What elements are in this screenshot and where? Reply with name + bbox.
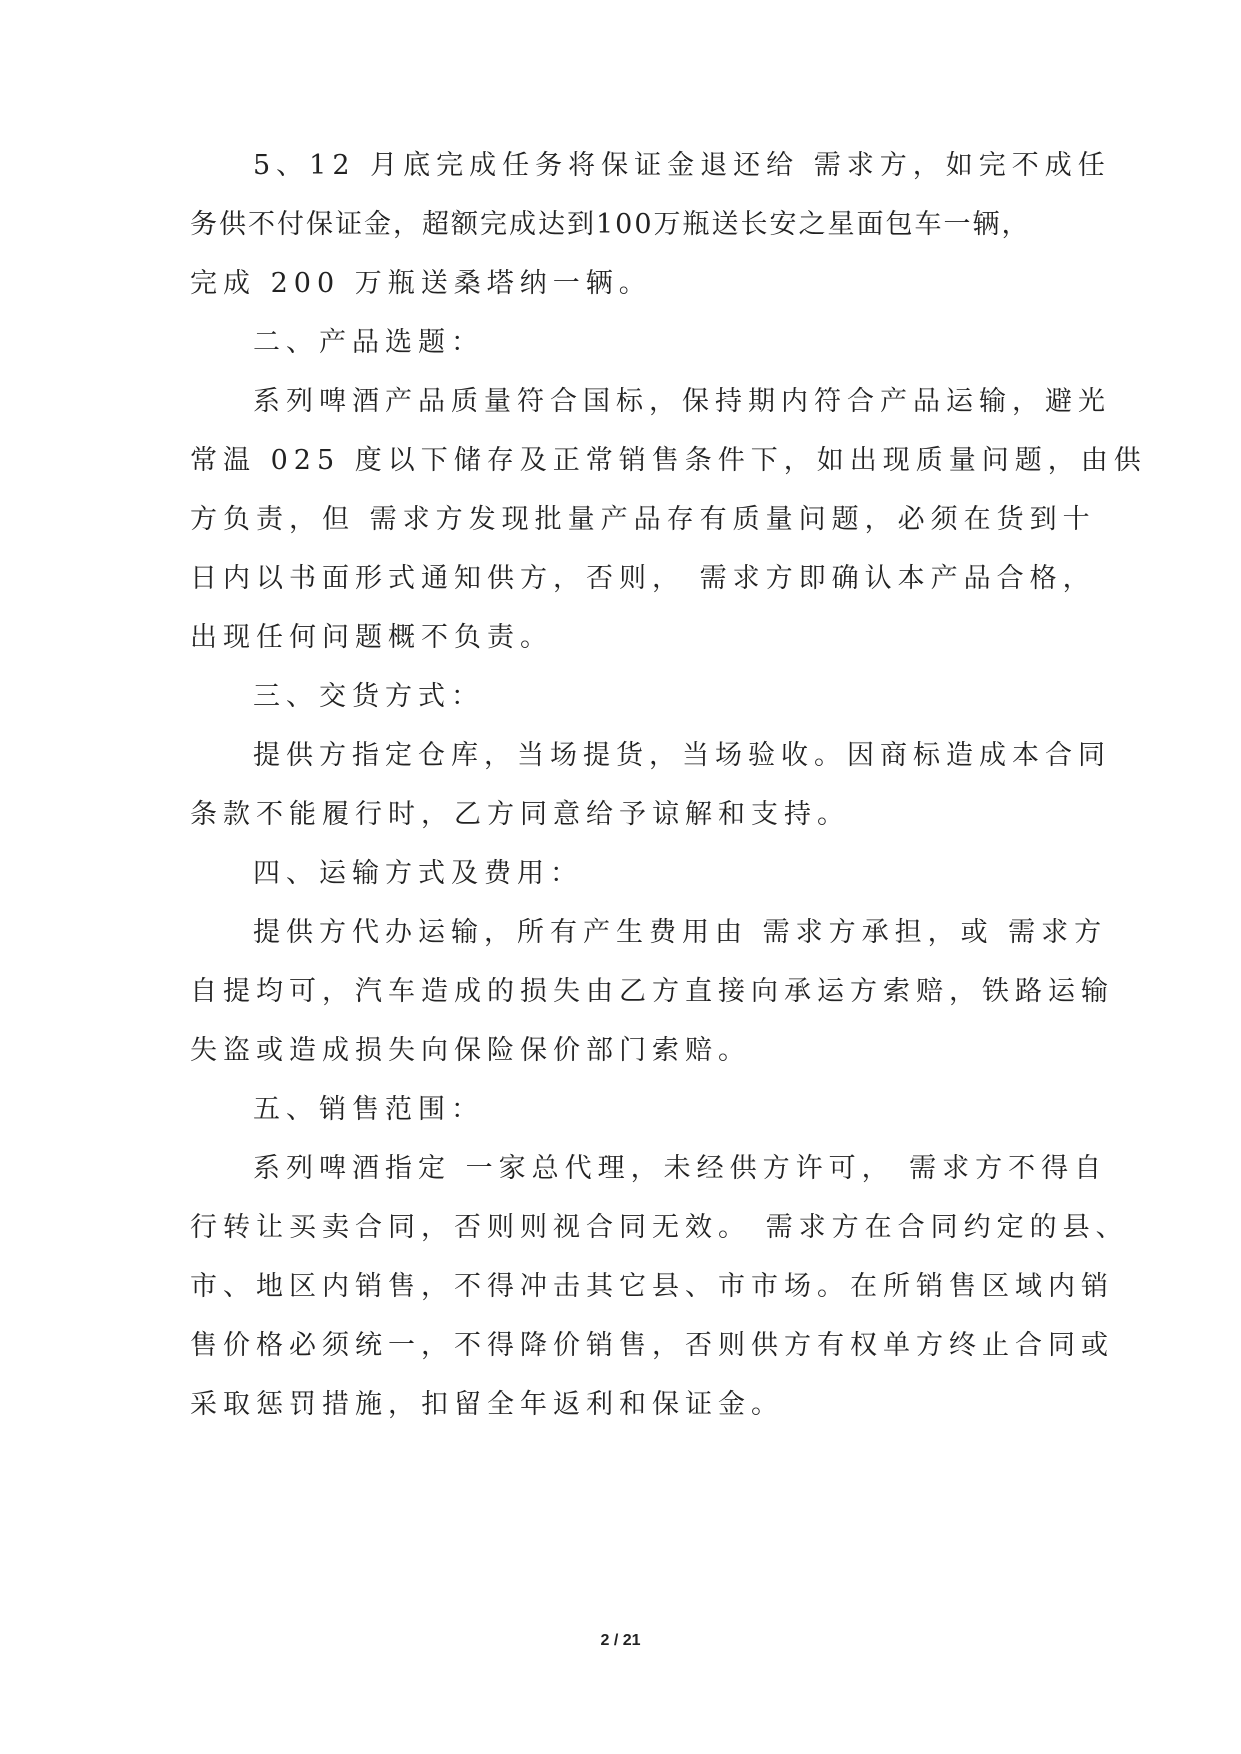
section-heading: 三、交货方式： [253, 681, 484, 712]
paragraph-line: 市、地区内销售，不得冲击其它县、市市场。在所销售区域内销 [190, 1271, 1114, 1302]
paragraph-line: 系列啤酒产品质量符合国标，保持期内符合产品运输，避光 [253, 386, 1111, 417]
paragraph-line: 采取惩罚措施，扣留全年返利和保证金。 [190, 1389, 784, 1420]
paragraph-line: 提供方指定仓库，当场提货，当场验收。因商标造成本合同 [253, 740, 1111, 771]
paragraph-line: 常温 025 度以下储存及正常销售条件下，如出现质量问题，由供 [190, 445, 1147, 476]
section-heading: 五、销售范围： [253, 1094, 484, 1125]
page-number: 2 / 21 [600, 1632, 641, 1649]
paragraph-line: 行转让买卖合同，否则则视合同无效。 需求方在合同约定的县、 [190, 1212, 1129, 1243]
paragraph-line: 日内以书面形式通知供方，否则， 需求方即确认本产品合格， [190, 563, 1096, 594]
paragraph-line: 完成 200 万瓶送桑塔纳一辆。 [190, 268, 652, 299]
section-heading: 二、产品选题： [253, 327, 484, 358]
paragraph-line: 5、12 月底完成任务将保证金退还给 需求方，如完不成任 [253, 150, 1111, 181]
paragraph-line: 出现任何问题概不负责。 [190, 622, 553, 653]
paragraph-line: 系列啤酒指定 一家总代理，未经供方许可， 需求方不得自 [253, 1153, 1108, 1184]
paragraph-line: 务供不付保证金，超额完成达到100万瓶送长安之星面包车一辆， [190, 209, 1031, 240]
paragraph-line: 提供方代办运输，所有产生费用由 需求方承担，或 需求方 [253, 917, 1108, 948]
paragraph-line: 失盗或造成损失向保险保价部门索赔。 [190, 1035, 751, 1066]
paragraph-line: 条款不能履行时，乙方同意给予谅解和支持。 [190, 799, 850, 830]
section-heading: 四、运输方式及费用： [253, 858, 583, 889]
paragraph-line: 售价格必须统一，不得降价销售，否则供方有权单方终止合同或 [190, 1330, 1114, 1361]
paragraph-line: 方负责，但 需求方发现批量产品存有质量问题，必须在货到十 [190, 504, 1096, 535]
paragraph-line: 自提均可，汽车造成的损失由乙方直接向承运方索赔，铁路运输 [190, 976, 1114, 1007]
